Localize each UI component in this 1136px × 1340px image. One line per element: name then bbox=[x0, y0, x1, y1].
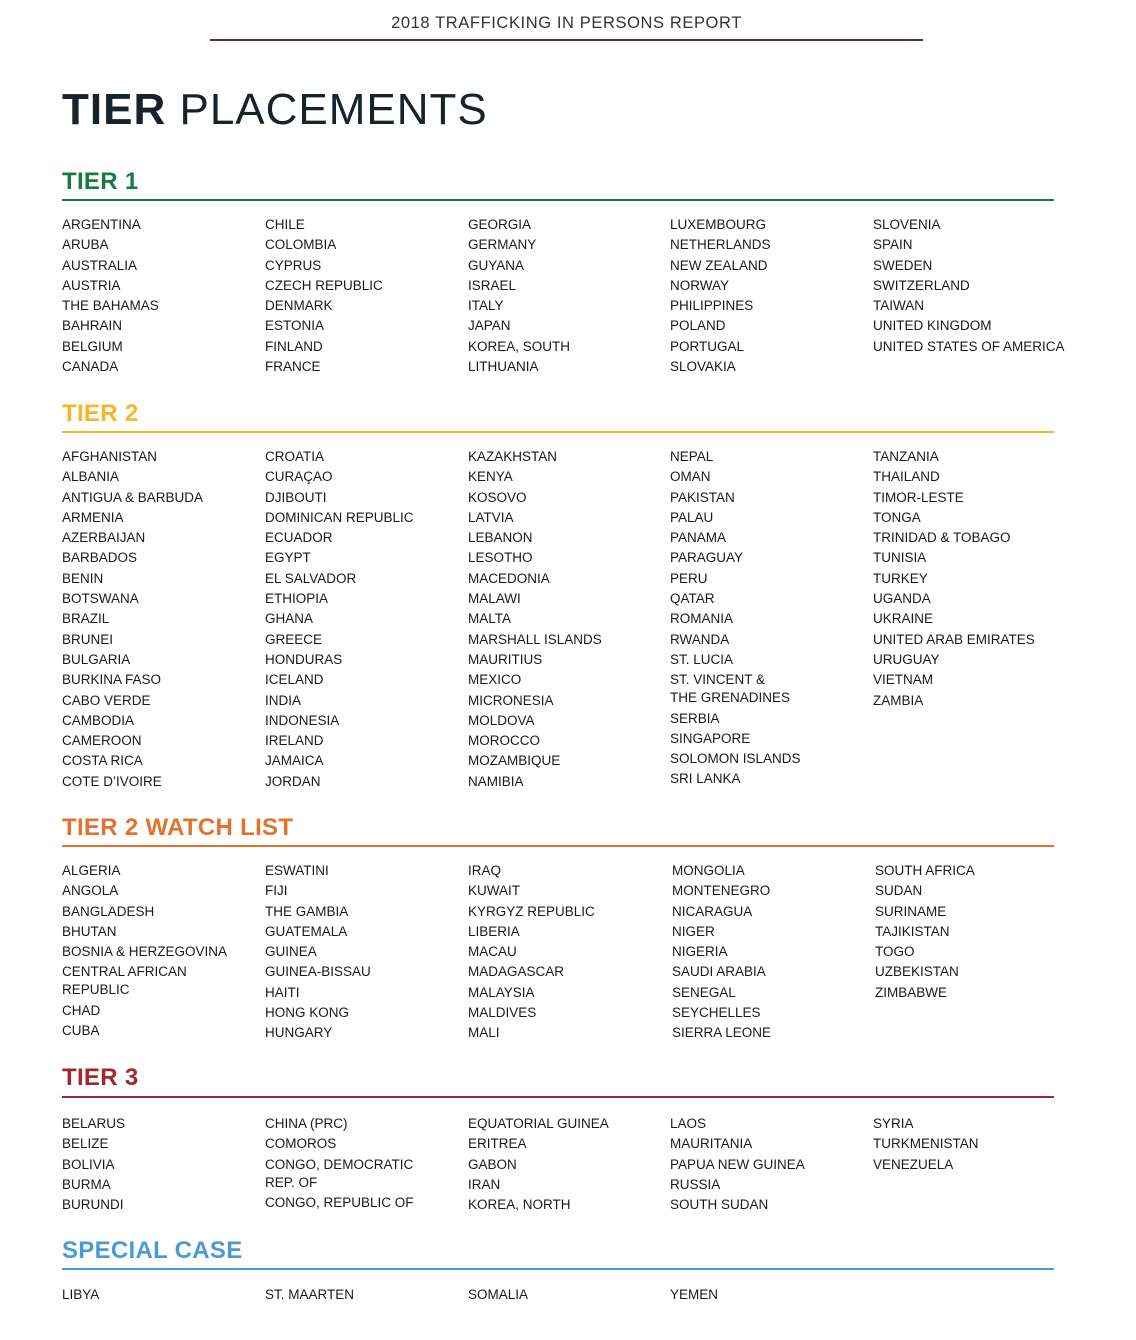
country-item: SWITZERLAND bbox=[873, 277, 970, 293]
country-item: INDIA bbox=[265, 692, 302, 708]
section-title-tier-3: TIER 3 bbox=[62, 1064, 139, 1091]
special-case-column-2 bbox=[265, 1286, 460, 1306]
country-item: BRUNEI bbox=[62, 631, 114, 647]
country-item: CUBA bbox=[62, 1023, 100, 1039]
country-item: ETHIOPIA bbox=[265, 591, 329, 607]
country-item: VIETNAM bbox=[873, 672, 934, 688]
country-item: ARMENIA bbox=[62, 509, 124, 525]
country-item: SOUTH SUDAN bbox=[670, 1197, 769, 1213]
country-item: DENMARK bbox=[265, 298, 333, 314]
country-item: UKRAINE bbox=[873, 611, 934, 627]
country-item: BULGARIA bbox=[62, 651, 131, 667]
country-item: NIGERIA bbox=[672, 944, 728, 960]
country-item: MICRONESIA bbox=[468, 692, 554, 708]
country-item: MAURITIUS bbox=[468, 651, 543, 667]
country-item: NICARAGUA bbox=[672, 903, 753, 919]
country-item: SEYCHELLES bbox=[672, 1005, 761, 1021]
country-item: SOMALIA bbox=[468, 1287, 529, 1302]
country-item: ESWATINI bbox=[265, 863, 329, 878]
country-item: BRAZIL bbox=[62, 611, 110, 627]
country-item: HONDURAS bbox=[265, 651, 343, 667]
country-item: RWANDA bbox=[670, 631, 730, 647]
country-item: QATAR bbox=[670, 591, 715, 607]
country-item: LIBYA bbox=[62, 1287, 100, 1302]
country-item: TAIWAN bbox=[873, 298, 924, 314]
tier-3-column-4 bbox=[670, 1115, 865, 1216]
country-item: COLOMBIA bbox=[265, 237, 337, 253]
country-item: JAPAN bbox=[468, 318, 511, 334]
country-item: PARAGUAY bbox=[670, 550, 744, 566]
country-item: MALAYSIA bbox=[468, 984, 535, 1000]
country-item: BURMA bbox=[62, 1176, 111, 1192]
country-item: EGYPT bbox=[265, 550, 311, 566]
running-header-rule bbox=[210, 39, 923, 41]
country-item: MONTENEGRO bbox=[672, 883, 771, 899]
country-item: ANTIGUA & BARBUDA bbox=[62, 489, 204, 505]
country-item: SUDAN bbox=[875, 883, 923, 899]
country-item: NETHERLANDS bbox=[670, 237, 771, 253]
country-item: BURUNDI bbox=[62, 1197, 124, 1213]
country-item: UGANDA bbox=[873, 591, 931, 607]
country-item: MAURITANIA bbox=[670, 1136, 753, 1152]
country-item: CABO VERDE bbox=[62, 692, 151, 708]
country-item: UNITED STATES OF AMERICA bbox=[873, 338, 1065, 354]
country-item: IRAN bbox=[468, 1176, 501, 1192]
section-title-special-case: SPECIAL CASE bbox=[62, 1237, 243, 1264]
country-item: AZERBAIJAN bbox=[62, 530, 146, 546]
country-item: HAITI bbox=[265, 984, 300, 1000]
country-item: BHUTAN bbox=[62, 923, 117, 939]
country-item: KAZAKHSTAN bbox=[468, 449, 558, 464]
country-item: TAJIKISTAN bbox=[875, 923, 950, 939]
country-item: SPAIN bbox=[873, 237, 913, 253]
country-item: THAILAND bbox=[873, 469, 940, 485]
country-item: CROATIA bbox=[265, 449, 325, 464]
country-item: SINGAPORE bbox=[670, 730, 751, 746]
country-item: BELGIUM bbox=[62, 338, 123, 354]
tier-3-column-2 bbox=[265, 1115, 460, 1214]
country-item: SURINAME bbox=[875, 903, 947, 919]
tier-2-watch-column-5 bbox=[875, 862, 1075, 1004]
country-item: PANAMA bbox=[670, 530, 727, 546]
country-item: SLOVENIA bbox=[873, 217, 941, 232]
country-item: MALAWI bbox=[468, 591, 521, 607]
country-item: SRI LANKA bbox=[670, 771, 741, 787]
country-item: KYRGYZ REPUBLIC bbox=[468, 903, 595, 919]
country-item: BOSNIA & HERZEGOVINA bbox=[62, 944, 228, 960]
country-item: CHINA (PRC) bbox=[265, 1116, 348, 1131]
country-item: ROMANIA bbox=[670, 611, 734, 627]
country-item: CONGO, REPUBLIC OF bbox=[265, 1194, 414, 1210]
country-item: ST. VINCENT & THE GRENADINES bbox=[670, 672, 791, 706]
country-item: ERITREA bbox=[468, 1136, 527, 1152]
country-item: GUATEMALA bbox=[265, 923, 348, 939]
tier-2-watch-column-3 bbox=[468, 862, 663, 1045]
special-case-column-4 bbox=[670, 1286, 865, 1306]
country-item: BENIN bbox=[62, 570, 104, 586]
country-item: BARBADOS bbox=[62, 550, 138, 566]
section-title-tier-2: TIER 2 bbox=[62, 400, 139, 427]
country-item: CAMEROON bbox=[62, 733, 142, 749]
country-item: CAMBODIA bbox=[62, 712, 135, 728]
tier-1-column-1 bbox=[62, 216, 257, 378]
country-item: INDONESIA bbox=[265, 712, 340, 728]
country-item: NAMIBIA bbox=[468, 773, 524, 789]
country-item: ST. MAARTEN bbox=[265, 1287, 355, 1302]
tier-2-column-2 bbox=[265, 448, 460, 793]
country-item: GERMANY bbox=[468, 237, 537, 253]
country-item: NIGER bbox=[672, 923, 715, 939]
tier-2-watch-column-2 bbox=[265, 862, 460, 1045]
country-item: KOSOVO bbox=[468, 489, 527, 505]
section-title-tier-1: TIER 1 bbox=[62, 168, 139, 195]
tier-2-column-5 bbox=[873, 448, 1073, 712]
country-item: URUGUAY bbox=[873, 651, 940, 667]
country-item: SERBIA bbox=[670, 710, 720, 726]
country-item: SYRIA bbox=[873, 1116, 914, 1131]
country-item: DJIBOUTI bbox=[265, 489, 327, 505]
country-item: UNITED KINGDOM bbox=[873, 318, 992, 334]
country-item: PAKISTAN bbox=[670, 489, 735, 505]
country-item: ZAMBIA bbox=[873, 692, 924, 708]
section-rule-special-case bbox=[62, 1268, 1054, 1270]
tier-2-column-3 bbox=[468, 448, 663, 793]
country-item: CONGO, DEMOCRATIC REP. OF bbox=[265, 1156, 414, 1190]
country-item: NORWAY bbox=[670, 277, 730, 293]
country-item: FIJI bbox=[265, 883, 288, 899]
country-item: MEXICO bbox=[468, 672, 522, 688]
tier-3-column-5 bbox=[873, 1115, 1073, 1176]
country-item: CENTRAL AFRICAN REPUBLIC bbox=[62, 964, 187, 998]
country-item: ANGOLA bbox=[62, 883, 119, 899]
country-item: THE GAMBIA bbox=[265, 903, 349, 919]
country-item: MARSHALL ISLANDS bbox=[468, 631, 602, 647]
tier-2-watch-column-4 bbox=[672, 862, 867, 1045]
tier-3-column-1 bbox=[62, 1115, 257, 1216]
country-item: LITHUANIA bbox=[468, 359, 539, 375]
country-item: EL SALVADOR bbox=[265, 570, 357, 586]
country-item: TURKEY bbox=[873, 570, 928, 586]
section-title-tier-2-watch-list: TIER 2 WATCH LIST bbox=[62, 814, 294, 841]
country-item: OMAN bbox=[670, 469, 711, 485]
country-item: PHILIPPINES bbox=[670, 298, 754, 314]
country-item: PORTUGAL bbox=[670, 338, 745, 354]
country-item: ESTONIA bbox=[265, 318, 325, 334]
country-item: ALGERIA bbox=[62, 863, 121, 878]
special-case-column-3 bbox=[468, 1286, 663, 1306]
country-item: COMOROS bbox=[265, 1136, 337, 1152]
country-item: FRANCE bbox=[265, 359, 321, 375]
country-item: GEORGIA bbox=[468, 217, 532, 232]
country-item: BAHRAIN bbox=[62, 318, 123, 334]
section-rule-tier-1 bbox=[62, 199, 1054, 201]
tier-2-column-4 bbox=[670, 448, 865, 791]
country-item: CHAD bbox=[62, 1002, 101, 1018]
country-item: GABON bbox=[468, 1156, 517, 1172]
country-item: ICELAND bbox=[265, 672, 324, 688]
country-item: LATVIA bbox=[468, 509, 514, 525]
country-item: TURKMENISTAN bbox=[873, 1136, 979, 1152]
country-item: KENYA bbox=[468, 469, 513, 485]
page-title-bold: TIER bbox=[62, 85, 167, 134]
country-item: LAOS bbox=[670, 1116, 707, 1131]
country-item: VENEZUELA bbox=[873, 1156, 954, 1172]
country-item: NEW ZEALAND bbox=[670, 257, 768, 273]
country-item: UNITED ARAB EMIRATES bbox=[873, 631, 1035, 647]
country-item: JAMAICA bbox=[265, 753, 324, 769]
country-item: GHANA bbox=[265, 611, 314, 627]
country-item: SOLOMON ISLANDS bbox=[670, 751, 801, 767]
country-item: BOTSWANA bbox=[62, 591, 139, 607]
country-item: PALAU bbox=[670, 509, 714, 525]
tier-1-column-5 bbox=[873, 216, 1073, 358]
country-item: CANADA bbox=[62, 359, 119, 375]
country-item: LEBANON bbox=[468, 530, 533, 546]
country-item: TONGA bbox=[873, 509, 921, 525]
country-item: SOUTH AFRICA bbox=[875, 863, 975, 878]
country-item: SIERRA LEONE bbox=[672, 1025, 772, 1041]
country-item: SENEGAL bbox=[672, 984, 736, 1000]
country-item: IRELAND bbox=[265, 733, 324, 749]
country-item: CYPRUS bbox=[265, 257, 322, 273]
country-item: NEPAL bbox=[670, 449, 714, 464]
country-item: MACAU bbox=[468, 944, 517, 960]
country-item: CZECH REPUBLIC bbox=[265, 277, 383, 293]
country-item: MOROCCO bbox=[468, 733, 540, 749]
running-header: 2018 TRAFFICKING IN PERSONS REPORT bbox=[391, 14, 742, 32]
section-rule-tier-2-watch-list bbox=[62, 845, 1054, 847]
country-item: BELARUS bbox=[62, 1116, 126, 1131]
country-item: MADAGASCAR bbox=[468, 964, 565, 980]
tier-1-column-2 bbox=[265, 216, 460, 378]
country-item: KOREA, NORTH bbox=[468, 1197, 571, 1213]
country-item: BANGLADESH bbox=[62, 903, 155, 919]
country-item: BOLIVIA bbox=[62, 1156, 115, 1172]
country-item: UZBEKISTAN bbox=[875, 964, 959, 980]
country-item: HONG KONG bbox=[265, 1005, 350, 1021]
country-item: MALDIVES bbox=[468, 1005, 537, 1021]
country-item: PAPUA NEW GUINEA bbox=[670, 1156, 805, 1172]
country-item: GUYANA bbox=[468, 257, 525, 273]
tier-2-watch-column-1 bbox=[62, 862, 257, 1042]
special-case-column-1 bbox=[62, 1286, 257, 1306]
country-item: RUSSIA bbox=[670, 1176, 721, 1192]
country-item: YEMEN bbox=[670, 1287, 719, 1302]
country-item: JORDAN bbox=[265, 773, 321, 789]
country-item: IRAQ bbox=[468, 863, 502, 878]
country-item: GUINEA bbox=[265, 944, 317, 960]
country-item: AFGHANISTAN bbox=[62, 449, 158, 464]
country-item: LIBERIA bbox=[468, 923, 520, 939]
country-item: FINLAND bbox=[265, 338, 323, 354]
country-item: TANZANIA bbox=[873, 449, 939, 464]
country-item: EQUATORIAL GUINEA bbox=[468, 1116, 609, 1131]
country-item: SLOVAKIA bbox=[670, 359, 736, 375]
country-item: TUNISIA bbox=[873, 550, 927, 566]
country-item: TOGO bbox=[875, 944, 915, 960]
country-item: MALI bbox=[468, 1025, 500, 1041]
country-item: BELIZE bbox=[62, 1136, 109, 1152]
country-item: GREECE bbox=[265, 631, 323, 647]
section-rule-tier-2 bbox=[62, 431, 1054, 433]
country-item: ZIMBABWE bbox=[875, 984, 948, 1000]
country-item: ISRAEL bbox=[468, 277, 517, 293]
country-item: ALBANIA bbox=[62, 469, 120, 485]
country-item: MACEDONIA bbox=[468, 570, 550, 586]
country-item: HUNGARY bbox=[265, 1025, 333, 1041]
country-item: SWEDEN bbox=[873, 257, 933, 273]
country-item: ECUADOR bbox=[265, 530, 333, 546]
country-item: MOZAMBIQUE bbox=[468, 753, 561, 769]
section-rule-tier-3 bbox=[62, 1096, 1054, 1098]
country-item: SAUDI ARABIA bbox=[672, 964, 766, 980]
tier-3-column-3 bbox=[468, 1115, 663, 1216]
tier-1-column-3 bbox=[468, 216, 663, 378]
country-item: CHILE bbox=[265, 217, 305, 232]
country-item: MALTA bbox=[468, 611, 512, 627]
country-item: BURKINA FASO bbox=[62, 672, 162, 688]
country-item: TIMOR-LESTE bbox=[873, 489, 964, 505]
country-item: AUSTRALIA bbox=[62, 257, 138, 273]
country-item: GUINEA-BISSAU bbox=[265, 964, 371, 980]
country-item: COTE D’IVOIRE bbox=[62, 773, 162, 789]
country-item: ITALY bbox=[468, 298, 504, 314]
country-item: THE BAHAMAS bbox=[62, 298, 159, 314]
country-item: DOMINICAN REPUBLIC bbox=[265, 509, 414, 525]
country-item: ST. LUCIA bbox=[670, 651, 734, 667]
country-item: MOLDOVA bbox=[468, 712, 535, 728]
country-item: COSTA RICA bbox=[62, 753, 143, 769]
tier-2-column-1 bbox=[62, 448, 257, 793]
country-item: CURAÇAO bbox=[265, 469, 333, 485]
country-item: POLAND bbox=[670, 318, 726, 334]
country-item: AUSTRIA bbox=[62, 277, 121, 293]
page-title bbox=[62, 84, 488, 136]
page-title-light: PLACEMENTS bbox=[179, 85, 488, 134]
country-item: PERU bbox=[670, 570, 708, 586]
tier-1-column-4 bbox=[670, 216, 865, 378]
country-item: TRINIDAD & TOBAGO bbox=[873, 530, 1011, 546]
country-item: ARUBA bbox=[62, 237, 109, 253]
country-item: LUXEMBOURG bbox=[670, 217, 767, 232]
country-item: ARGENTINA bbox=[62, 217, 141, 232]
country-item: KUWAIT bbox=[468, 883, 520, 899]
country-item: LESOTHO bbox=[468, 550, 533, 566]
country-item: KOREA, SOUTH bbox=[468, 338, 571, 354]
country-item: MONGOLIA bbox=[672, 863, 745, 878]
